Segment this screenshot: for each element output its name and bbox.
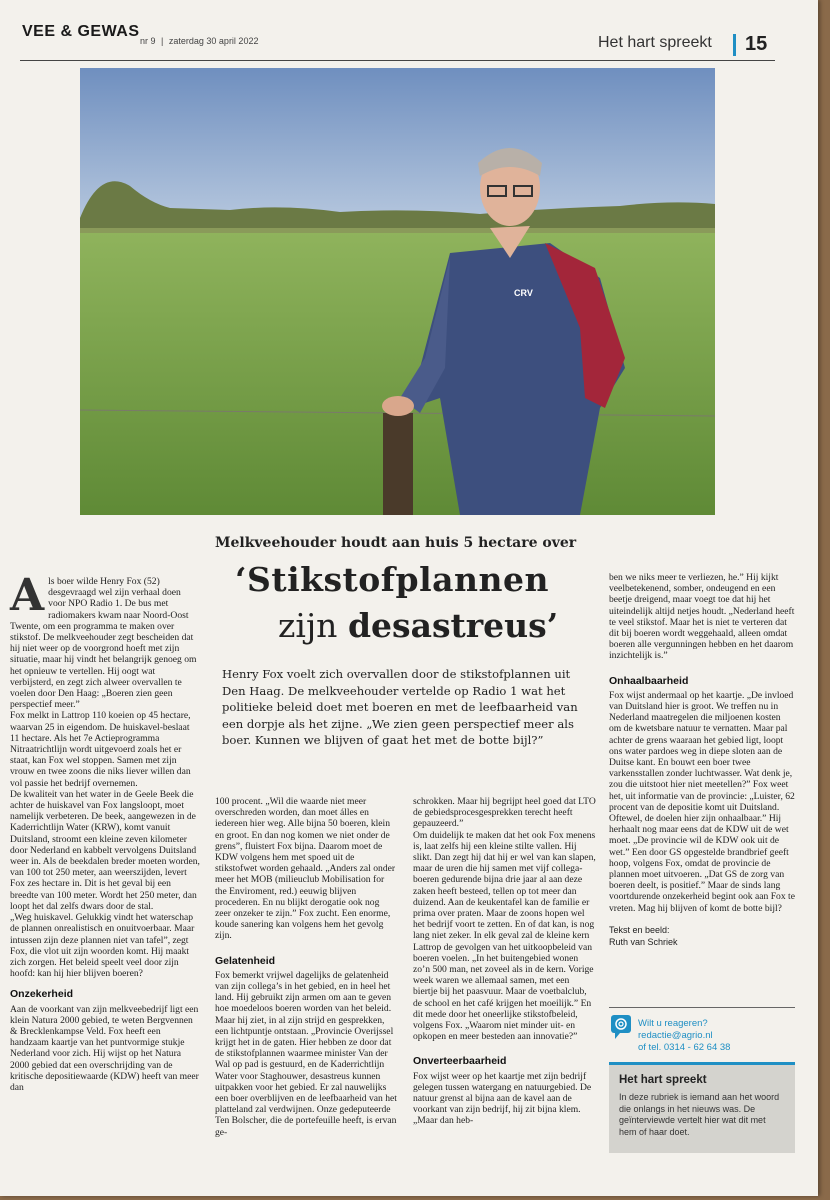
- header-rule: [20, 60, 775, 61]
- contact-rule: [609, 1007, 795, 1008]
- headline-line-2: [278, 606, 558, 645]
- col2-paragraph-1: 100 procent. „Wil die waarde niet meer overschreden worden, dan moet álles en iedereen hier weg. Alle bijna 50 boeren, klein en groot. En dan nog komen we niet onder de grens”, fluistert Fox bijna. Daarom moet de KDW volgens hem met spoed uit de stikstofwet worden gehaald. „Anders zal onder meer het MOB (milieuclub Mobilisation for the Enviroment, red.) eeuwig blijven procederen. En nu blijkt derogatie ook nog zeer onzeker te zijn.” Fox zucht. Een enorme, koude sanering kan volgens hem het gevolg zijn.: [215, 796, 396, 942]
- col2-paragraph-2: Fox bemerkt vrijwel dagelijks de gelatenheid van zijn collega’s in het gebied, en in heel het land. Hij gebruikt zijn armen om aan te geven hoe moedeloos boeren worden van het beleid. Maar hij ziet, in al zijn strijd en gesprekken, een lichtpuntje ontstaan. „Provincie Overijssel krijgt het in de gaten. Hier hebben ze door dat de stikstofplannen waarmee minister Van der Wal op pad is gestuurd, en de Kaderrichtlijn Water voor Staghouwer, desastreus kunnen uitpakken voor het gebied. Er zal nauwelijks een boer overblijven en de leefbaarheid van het platteland zal verdwijnen. Onze gedeputeerde Ten Bolscher, die de portefeuille heeft, is ervan ge-: [215, 969, 397, 1138]
- photo-illustration: [80, 68, 715, 515]
- rubric-label: Het hart spreekt: [598, 34, 712, 51]
- headline-word-light: zijn: [278, 606, 338, 645]
- col1-paragraph-1: desgevraagd wel zijn verhaal doen voor NPO Radio 1. De bus met radiomakers kwam naar Noord-Oost Twente, om een programma te maken over stikstof. De melkveehouder zegt bescheiden dat hij niet weer op de voorgrond hoeft met zijn situatie, maar hij vindt het belangrijk genoeg om het opnieuw te vertellen. Hij oogt wat verbijsterd, en zegt zich alweer overvallen te voelen door Den Haag: „Boeren zien geen perspectief meer.”: [10, 587, 197, 711]
- column-4: [609, 572, 795, 948]
- rubric-sidebar: [609, 1062, 795, 1153]
- issue-date: zaterdag 30 april 2022: [168, 36, 259, 46]
- sidebar-title: Het hart spreekt: [619, 1074, 707, 1086]
- credit-label: Tekst en beeld:: [609, 924, 670, 935]
- farmer-photo: [80, 68, 715, 515]
- col3-paragraph-2: Om duidelijk te maken dat het ook Fox menens is, laat zelfs hij een kleine stilte vallen. Hij slikt. Dan zegt hij dat hij er wel van kan slapen, maar de uren die hij samen met vijf collega-boeren gedurende bijna drie jaar al aan deze zaken heeft besteed, tellen op tot meer dan duizend. Aan de keukentafel kan de familie er prima over praten. Maar de zoons hopen wel het bedrijf voort te zetten. En of dat kan, is nog lang niet zeker. In elk geval zal de kleine kern Lattrop de gevolgen van het uitkoopbeleid van boeren voelen. „In het buitengebied wonen zo’n 500 man, net zoveel als in de kern. Vorige week waren we allemaal samen, met een biertje bij het paasvuur. Maar de voetbalclub, de school en het café krijgen het moeilijk.” En dit mede door het oneerlijke stikstofbeleid, volgens Fox. „Waarom niet minder uit- en opkopen en meer besteden aan innovatie?”: [413, 829, 596, 1043]
- col3-paragraph-3: Fox wijst weer op het kaartje met zijn bedrijf gelegen tussen watergang en natuurgebied. De natuur grenst al bijna aan de kavel aan de voorkant van zijn bedrijf, hij zit bijna klem. „Maar dan heb-: [413, 1070, 592, 1127]
- dropcap: A: [10, 570, 45, 621]
- issue-info: [140, 36, 258, 46]
- col3-paragraph-1: schrokken. Maar hij begrijpt heel goed dat LTO de gebiedsprocesgesprekken terecht heeft gepauzeerd.”: [413, 796, 596, 830]
- subhead-onhaalbaarheid: Onhaalbaarheid: [609, 674, 689, 687]
- contact-prompt: Wilt u reageren?: [638, 1018, 708, 1029]
- speech-bubble-icon: [611, 1015, 631, 1033]
- column-2: [215, 796, 397, 1138]
- col1-paragraph-5: Aan de voorkant van zijn melkveebedrijf ligt een klein Natura 2000 gebied, te weten Bergvennen & Brecklenkampse Veld. Fox heeft een handzaam kaartje van het puntvormige stukje Nederland voor zich. Hij wijst op het Natura 2000 gebied dat een overschrijding van de kritische depositiewaarde (KDW) heeft van meer dan: [10, 1003, 199, 1093]
- col1-paragraph-4: „Weg huiskavel. Gelukkig vindt het waterschap de plannen onrealistisch en onuitvoerbaar. Maar intussen zijn deze plannen niet van tafel”, zegt Fox, die vlot uit zijn woorden komt. Hij maakt zich zorgen. Het beleid speelt veel door zijn hoofd: kan hij hier blijven boeren?: [10, 912, 195, 980]
- at-symbol-icon: [611, 1015, 631, 1041]
- intro-paragraph: Henry Fox voelt zich overvallen door de stikstofplannen uit Den Haag. De melkveehouder vertelde op Radio 1 wat het politieke beleid doet met boeren en met de leefbaarheid van een dorpje als het zijne. „We zien geen perspectief meer als boer. Kunnen we blijven of gaat het met de botte bijl?”: [222, 667, 578, 747]
- contact-phone: of tel. 0314 - 62 64 38: [638, 1042, 731, 1053]
- sidebar-text: In deze rubriek is iemand aan het woord die onlangs in het nieuws was. De geïnterviewde vertelt hier wat dit met hem of haar doet.: [619, 1092, 780, 1137]
- contact-info: [638, 1018, 730, 1054]
- logo-text: CRV: [514, 288, 533, 298]
- credit: [609, 924, 795, 948]
- headline-line-1: ‘Stikstofplannen: [235, 560, 549, 599]
- column-3: [413, 796, 596, 1127]
- col1-paragraph-2: Fox melkt in Lattrop 110 koeien op 45 hectare, waarvan 25 in eigendom. De huiskavel-beslaat 11 hectare. Als het 7e Actieprogramma Nitraatrichtlijn wordt uitgevoerd zoals het er staat, kan Fox wel stoppen. Samen met zijn vrouw en twee zoons die niks liever willen dan vol passie het bedrijf overnemen.: [10, 710, 191, 789]
- separator: |: [161, 36, 164, 46]
- rubric-divider: [733, 34, 736, 56]
- col1-paragraph-3: De kwaliteit van het water in de Geele Beek die achter de huiskavel van Fox langsloopt, moet namelijk verbeteren. De beek, aangewezen in de Kaderrichtlijn Water (KRW), komt vanuit Duitsland, stroomt een kleine zeven kilometer door Nederland en kabbelt vervolgens Duitsland weer in. Als de beekdalen breder moeten worden, van 100 tot 250 meter, aan weerszijden, levert Fox zes hectare in. Dit is het geval bij een breedte van 100 meter. Wordt het 250 meter, dan loopt het dal zelfs dwars door de stal.: [10, 788, 200, 912]
- col4-paragraph-1: ben we niks meer te verliezen, he.” Hij kijkt veelbetekenend, somber, ondeugend en een beetje dreigend, maar voegt toe dat hij het uiteindelijk altijd netjes houdt. „Nederland heeft te veel stikstof. Maar het is niet te verteren dat dit bij boeren wordt weggehaald, alleen omdat boeren alle vergunningen hebben en het daarom inzichtelijk is.”: [609, 572, 795, 662]
- column-1: [10, 570, 200, 1093]
- credit-name: Ruth van Schriek: [609, 936, 678, 947]
- kicker: Melkveehouder houdt aan huis 5 hectare over: [215, 535, 577, 551]
- col1-first-line: ls boer wilde Henry Fox (52): [48, 576, 160, 587]
- contact-email[interactable]: redactie@agrio.nl: [638, 1030, 713, 1041]
- subhead-onverteerbaarheid: Onverteerbaarheid: [413, 1055, 507, 1068]
- col4-paragraph-2: Fox wijst andermaal op het kaartje. „De invloed van Duitsland hier is groot. We treffen nu in Nederland maatregelen die miljoenen kosten om de kwetsbare natuur te vernatten. Maar pal achter de grens waaraan het gebied ligt, loopt ons water pardoes weg in diepe sloten aan de Duitse kant. En bouwt een boer twee varkensstallen zonder luchtwasser. Wat denk je, zou die uitstoot hier niet meetellen?” Fox weet het, uit informatie van de provincie: „Luister, 62 procent van de depositie komt uit Duitsland. Oftewel, de doelen hier zijn onhaalbaar.” Hij herhaalt nog maar eens dat de KDW uit de wet moet. „De provincie wil de KDW ook uit de wet.” Een door GS opgestelde brandbrief geeft hoop, volgens Fox, omdat de provincie de plannen moet uitvoeren. „Dat GS de zorg van boeren deelt, is positief.” Maar de sinds lang voortdurende onzekerheid begint ook aan Fox te vreten. Mag hij blijven of komt de botte bijl?: [609, 689, 795, 914]
- section-title: VEE & GEWAS: [22, 23, 140, 40]
- page-number: 15: [745, 33, 768, 55]
- subhead-onzekerheid: Onzekerheid: [10, 988, 74, 1001]
- subhead-gelatenheid: Gelatenheid: [215, 954, 276, 967]
- issue-number: nr 9: [140, 36, 156, 46]
- headline-word-bold: desastreus’: [347, 606, 559, 645]
